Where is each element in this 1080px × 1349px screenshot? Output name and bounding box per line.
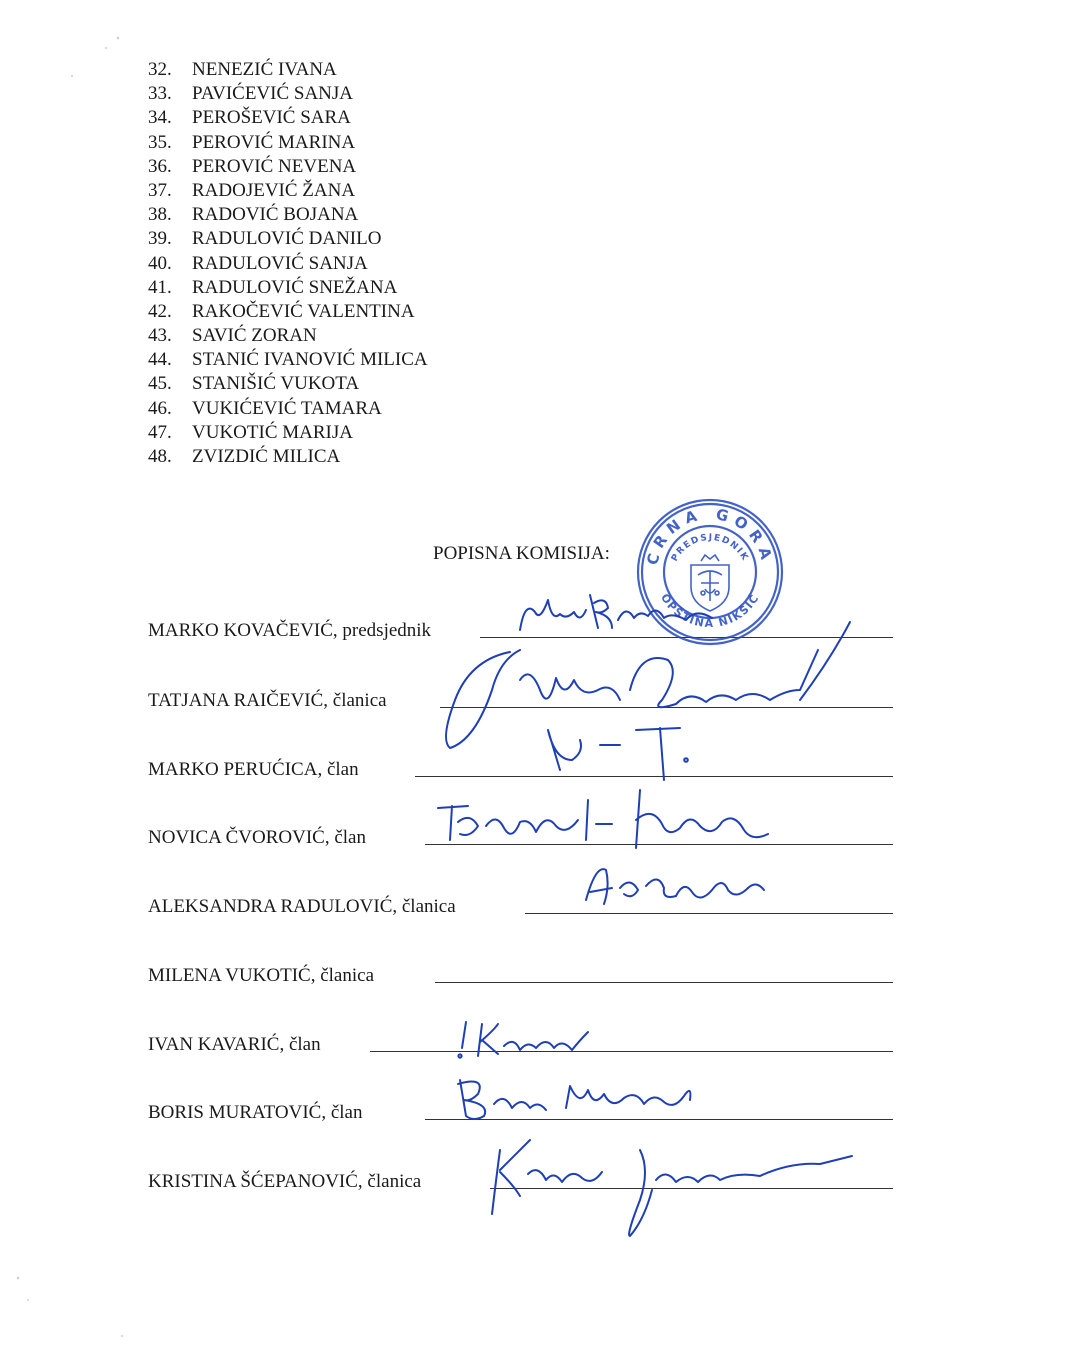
list-item-number: 32. xyxy=(148,59,172,80)
list-item xyxy=(148,131,428,155)
commission-member-row xyxy=(148,957,893,987)
list-item-name: STANIĆ IVANOVIĆ MILICA xyxy=(192,349,428,371)
commission-member-row xyxy=(148,888,893,918)
list-item-name: RADULOVIĆ DANILO xyxy=(192,228,382,250)
list-item xyxy=(148,372,428,396)
commission-member-row xyxy=(148,1163,893,1193)
list-item-number: 35. xyxy=(148,131,172,153)
list-item-number: 38. xyxy=(148,204,172,226)
list-item xyxy=(148,106,428,130)
list-item xyxy=(148,227,428,251)
seal-middle-text: PREDSJEDNIK xyxy=(669,532,751,564)
member-name-role: TATJANA RAIČEVIĆ, članica xyxy=(148,690,387,711)
list-item xyxy=(148,397,428,421)
member-name-role: KRISTINA ŠĆEPANOVIĆ, članica xyxy=(148,1171,422,1192)
list-item-name: ZVIZDIĆ MILICA xyxy=(192,446,341,467)
list-item-name: RADOJEVIĆ ŽANA xyxy=(192,179,356,201)
commission-member-row xyxy=(148,1026,893,1056)
list-item-number: 46. xyxy=(148,397,172,419)
list-item xyxy=(148,300,428,324)
commission-member-row xyxy=(148,682,893,712)
member-name-role: ALEKSANDRA RADULOVIĆ, članica xyxy=(148,896,456,917)
member-name-role: MILENA VUKOTIĆ, članica xyxy=(148,965,375,986)
signature-line xyxy=(425,844,893,845)
list-item-name: VUKIĆEVIĆ TAMARA xyxy=(192,397,382,419)
signature-line xyxy=(440,707,893,708)
list-item xyxy=(148,445,428,469)
list-item-number: 37. xyxy=(148,179,172,201)
list-item-number: 43. xyxy=(148,325,172,347)
list-item-number: 48. xyxy=(148,446,172,467)
list-item-number: 33. xyxy=(148,83,172,105)
list-item xyxy=(148,276,428,300)
commission-member-row xyxy=(148,751,893,781)
signature-line xyxy=(415,776,893,777)
signature-line xyxy=(425,1119,893,1120)
list-item xyxy=(148,421,428,445)
signature-line xyxy=(370,1051,893,1052)
coat-of-arms-icon xyxy=(691,555,729,611)
list-item-number: 47. xyxy=(148,421,172,443)
list-item-number: 41. xyxy=(148,276,172,298)
list-item-number: 40. xyxy=(148,252,172,274)
commission-member-row xyxy=(148,1094,893,1124)
seal-top-text: CRNA GORA xyxy=(643,504,777,567)
commission-title: POPISNA KOMISIJA: xyxy=(433,543,610,564)
signature-line xyxy=(525,913,893,914)
signature-line xyxy=(435,982,893,983)
list-item-name: SAVIĆ ZORAN xyxy=(192,325,317,347)
name-list xyxy=(148,58,428,469)
list-item-name: RADULOVIĆ SNEŽANA xyxy=(192,276,398,298)
signature-line xyxy=(490,1188,893,1189)
list-item-number: 34. xyxy=(148,107,172,129)
list-item xyxy=(148,58,428,82)
list-item-number: 42. xyxy=(148,300,172,322)
member-name-role: MARKO PERUĆICA, član xyxy=(148,759,359,780)
list-item-number: 44. xyxy=(148,349,172,371)
list-item xyxy=(148,252,428,276)
list-item-name: PEROŠEVIĆ SARA xyxy=(192,107,351,129)
list-item-name: STANIŠIĆ VUKOTA xyxy=(192,373,360,395)
member-name-role: NOVICA ČVOROVIĆ, član xyxy=(148,827,366,848)
list-item-name: PEROVIĆ MARINA xyxy=(192,131,356,153)
list-item-name: RAKOČEVIĆ VALENTINA xyxy=(192,300,415,322)
seal-bottom-text: OPŠTINA NIKŠIĆ xyxy=(658,591,762,631)
commission-member-row xyxy=(148,819,893,849)
scan-specks xyxy=(17,37,123,1337)
list-item-number: 36. xyxy=(148,155,172,177)
list-item-name: RADOVIĆ BOJANA xyxy=(192,204,359,226)
list-item xyxy=(148,348,428,372)
list-item-name: RADULOVIĆ SANJA xyxy=(192,252,368,274)
member-name-role: BORIS MURATOVIĆ, član xyxy=(148,1102,363,1123)
official-seal xyxy=(635,497,785,647)
list-item xyxy=(148,155,428,179)
list-item-name: PAVIĆEVIĆ SANJA xyxy=(192,83,354,105)
list-item xyxy=(148,203,428,227)
list-item xyxy=(148,324,428,348)
member-name-role: IVAN KAVARIĆ, član xyxy=(148,1034,321,1055)
list-item-number: 45. xyxy=(148,373,172,395)
list-item xyxy=(148,82,428,106)
list-item-number: 39. xyxy=(148,228,172,250)
member-name-role: MARKO KOVAČEVIĆ, predsjednik xyxy=(148,620,432,641)
list-item-name: VUKOTIĆ MARIJA xyxy=(192,421,353,443)
list-item xyxy=(148,179,428,203)
list-item-name: NENEZIĆ IVANA xyxy=(192,59,337,80)
list-item-name: PEROVIĆ NEVENA xyxy=(192,155,357,177)
